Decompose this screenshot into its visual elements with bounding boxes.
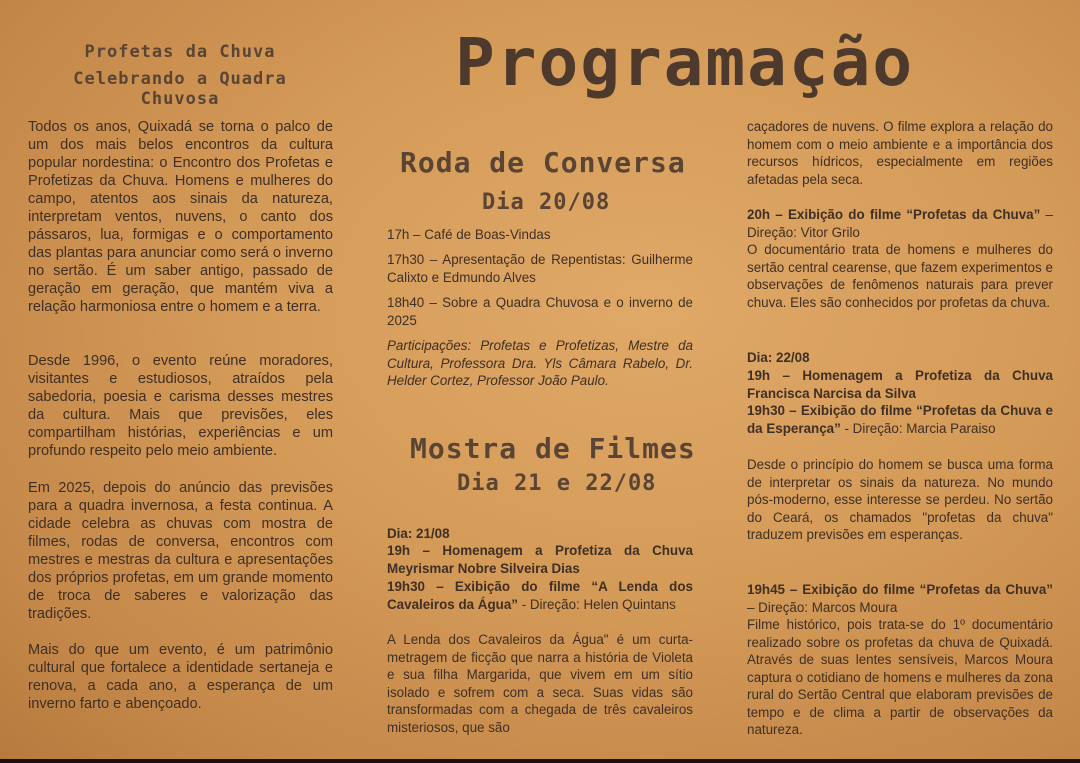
roda-item-2: 17h30 – Apresentação de Repentistas: Guilherme Calixto e Edmundo Alves xyxy=(387,252,693,285)
mostra-day1-event1: 19h – Homenagem a Profetiza da Chuva Meyrismar Nobre Silveira Dias xyxy=(387,543,693,576)
mostra-day1-event2-description-continued: caçadores de nuvens. O filme explora a relação do homem com o meio ambiente e a importância dos recursos hídricos, especialmente em regiões afetadas pela seca. xyxy=(747,119,1053,187)
event-title: 20h – Exibição do filme “Profetas da Chuva” xyxy=(747,207,1041,222)
event-title: 19h30 – Exibição do filme “A Lenda dos Cavaleiros da Água” xyxy=(387,579,693,612)
event-director: – Direção: Marcos Moura xyxy=(747,599,898,615)
intro-paragraph-1: Todos os anos, Quixadá se torna o palco de um dos mais belos encontros da cultura popular nordestina: o Encontro dos Profetas e Profetizas da Chuva. Homens e mulheres do campo, atentos aos sinais da natureza, interpretam ventos, nuvens, o canto dos pássaros, lua, formigas e o comportamento das plantas para anunciar como será o inverno no sertão. É um saber antigo, passado de geração em geração, que mantém viva a relação harmoniosa entre o homem e a terra. xyxy=(28,119,333,315)
intro-paragraph-3: Em 2025, depois do anúncio das previsões para a quadra invernosa, a festa continua. A cidade celebra as chuvas com mostra de filmes, rodas de conversa, encontros com mestres e mestras da cultura e apresentações dos próprios profetas, em um grande momento de troca de saberes e valorização das tradições. xyxy=(28,480,333,622)
mostra-day2-event2 xyxy=(747,402,1053,437)
event-director: – Direção: Vitor Grilo xyxy=(747,207,1054,240)
mostra-day2-event2-description: Desde o princípio do homem se busca uma forma de interpretar os sinais da natureza. No mundo pós-moderno, esse interesse se perdeu. No sertão do Ceará, os chamados "profetas da chuva" traduzem previsões em esperanças. xyxy=(747,457,1053,542)
header-title-line2: Celebrando a Quadra Chuvosa xyxy=(73,69,287,109)
mostra-day2-event3 xyxy=(747,581,1053,616)
mostra-section-title: Mostra de Filmes xyxy=(410,432,696,465)
mostra-section-date: Dia 21 e 22/08 xyxy=(457,471,657,496)
intro-paragraph-4: Mais do que um evento, é um patrimônio cultural que fortalece a identidade sertaneja e renova, a cada ano, a esperança de um inverno farto e abençoado. xyxy=(28,642,333,712)
bottom-edge-bar xyxy=(0,759,1080,763)
roda-item-1: 17h – Café de Boas-Vindas xyxy=(387,227,551,242)
mostra-day2-event3-description: Filme histórico, pois trata-se do 1º documentário realizado sobre os profetas da chuva de Quixadá. Através de suas lentes sensíveis, Marcos Moura captura o cotidiano de homens e mulheres da zona rural do Sertão Central que elaboram previsões de tempo e de clima a partir de observações da natureza. xyxy=(747,617,1053,737)
intro-paragraph-2: Desde 1996, o evento reúne moradores, visitantes e estudiosos, atraídos pela sabedoria, poesia e carisma desses mestres da cultura. Mais que previsões, eles compartilham histórias, experiências e um profundo respeito pelo meio ambiente. xyxy=(28,353,333,459)
event-director: - Direção: Marcia Paraiso xyxy=(840,420,996,436)
mostra-day1-heading: Dia: 21/08 xyxy=(387,526,450,541)
main-title: Programação xyxy=(455,24,915,101)
roda-section-date: Dia 20/08 xyxy=(482,190,611,215)
mostra-day1-event2-description: A Lenda dos Cavaleiros da Água" é um curta-metragem de ficção que narra a história de Violeta e sua filha Margarida, que vivem em um sítio isolado e sofrem com a seca. Suas vidas são transformadas com a chegada de três cavaleiros misteriosos, que são xyxy=(387,632,693,735)
mostra-day2-event1: 19h – Homenagem a Profetiza da Chuva Francisca Narcisa da Silva xyxy=(747,368,1053,401)
roda-section-title: Roda de Conversa xyxy=(400,146,686,179)
event-title: 19h45 – Exibição do filme “Profetas da Chuva” xyxy=(747,582,1053,597)
event-title: 19h30 – Exibição do filme “Profetas da Chuva e da Esperança” xyxy=(747,403,1053,436)
mostra-day2-heading: Dia: 22/08 xyxy=(747,350,810,365)
roda-item-3: 18h40 – Sobre a Quadra Chuvosa e o inverno de 2025 xyxy=(387,295,693,328)
event-director: - Direção: Helen Quintans xyxy=(517,596,676,612)
mostra-day1-event3 xyxy=(747,206,1053,241)
roda-participants: Participações: Profetas e Profetizas, Mestre da Cultura, Professora Dra. Yls Câmara Rabelo, Dr. Helder Cortez, Professor João Paulo. xyxy=(387,338,693,388)
header-title-line1: Profetas da Chuva xyxy=(84,42,276,62)
mostra-day1-event3-description: O documentário trata de homens e mulheres do sertão central cearense, que fazem experimentos e observações de fenômenos naturais para prever chuva. Eles são conhecidos por profetas da chuva. xyxy=(747,242,1053,310)
mostra-day1-event2 xyxy=(387,578,693,613)
